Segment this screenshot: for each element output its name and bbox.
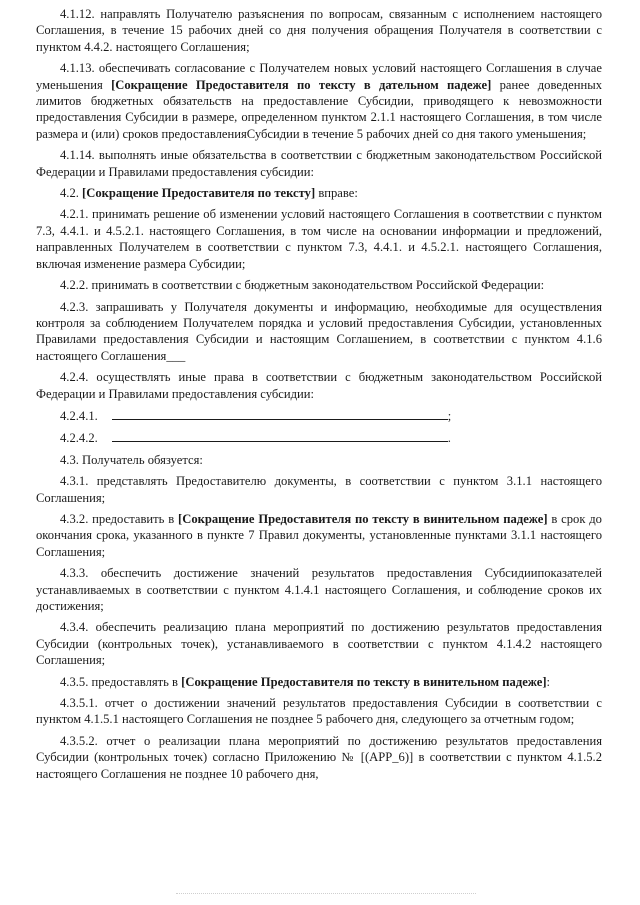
clause-4-1-13 <box>36 60 602 142</box>
clause-text: : <box>546 674 551 689</box>
clause-label: 4.2.4.2. <box>60 431 98 446</box>
blank-fill-line <box>112 407 448 420</box>
clause-4-2-3: 4.2.3. запрашивать у Получателя документы и информацию, необходимые для осуществления контроля за соблюдением Получателем порядка и условий предоставления Субсидии, установленных Правилами предоставления Субсидии и настоящим Соглашением, в соответствии с пунктом 4.1.6 настоящего Соглашения___ <box>36 299 602 363</box>
clause-4-3-5 <box>36 674 602 690</box>
clause-text: 4.3.5. предоставлять в <box>60 674 182 689</box>
clause-end: . <box>447 431 451 446</box>
clause-label: 4.2.4.1. <box>60 408 98 423</box>
clause-4-1-14: 4.1.14. выполнять иные обязательства в соответствии с бюджетным законодательством Российской Федерации и Правилами предоставления субсидии: <box>36 148 602 179</box>
clause-4-2-4-1 <box>36 407 602 424</box>
clause-4-2-2: 4.2.2. принимать в соответствии с бюджетным законодательством Российской Федерации: <box>60 278 545 293</box>
clause-text: 4.2. <box>60 186 83 201</box>
clause-4-3-3: 4.3.3. обеспечить достижение значений результатов предоставления Субсидиипоказателей устанавливаемых в соответствии с пунктом 4.1.4.1 настоящего Соглашения, и соблюдение сроков их достижения; <box>36 566 602 613</box>
clause-4-2-4-2 <box>36 429 602 446</box>
blank-fill-line <box>112 429 448 442</box>
placeholder-bold: [Сокращение Предоставителя по тексту в дательном падеже] <box>111 77 492 92</box>
clause-text: 4.3.2. предоставить в <box>60 511 179 526</box>
clause-end: ; <box>447 408 452 423</box>
clause-text: в срок до окончания срока, указанного в пункте 7 Правил документы, установленные пунктами 3.1.1 настоящего Соглашения; <box>36 511 602 559</box>
clause-text: 4.1.13. обеспечивать согласование с Получателем новых условий настоящего Соглашения в случае уменьшения <box>36 61 602 92</box>
clause-4-2-4: 4.2.4. осуществлять иные права в соответствии с бюджетным законодательством Российской Федерации и Правилами предоставления субсидии: <box>36 370 602 401</box>
clause-4-3-5-2: 4.3.5.2. отчет о реализации плана мероприятий по достижению результатов предоставления Субсидии (контрольных точек) согласно Приложению № [(APP_6)] в соответствии с пунктом 4.1.5.2 настоящего Соглашения не позднее 10 рабочего дня, <box>36 733 602 781</box>
scan-artifact <box>176 893 476 895</box>
clause-4-2-1: 4.2.1. принимать решение об изменении условий настоящего Соглашения в соответствии с пунктом 7.3, 4.4.1. и 4.5.2.1. настоящего Соглашения, в том числе на основании информации и предложений, направленных Получателем в соответствии с пунктом 7.3, 4.4.1. и 4.5.2.1. настоящего Соглашения, включая изменение размера Субсидии; <box>36 207 602 271</box>
placeholder-bold: [Сокращение Предоставителя по тексту в винительном падеже] <box>178 511 548 526</box>
placeholder-bold: [Сокращение Предоставителя по тексту] <box>82 186 316 201</box>
clause-4-3-4: 4.3.4. обеспечить реализацию плана мероприятий по достижению результатов предоставления Субсидии (контрольных точек), устанавливаемого в соответствии с пунктом 4.1.4.2 настоящего Соглашения; <box>36 620 602 668</box>
placeholder-bold: [Сокращение Предоставителя по тексту в винительном падеже] <box>181 674 547 689</box>
clause-4-3-2 <box>36 511 602 560</box>
clause-text: вправе: <box>315 186 358 201</box>
clause-4-3-5-1: 4.3.5.1. отчет о достижении значений результатов предоставления Субсидии в соответствии с пунктом 4.1.5.1 настоящего Соглашения не позднее 5 рабочего дня, следующего за отчетным годом; <box>36 696 602 727</box>
clause-4-1-12: 4.1.12. направлять Получателю разъяснения по вопросам, связанным с исполнением настоящего Соглашения, в течение 15 рабочих дней со дня получения обращения Получателя в соответствии с пунктом 4.4.2. настоящего Соглашения; <box>36 7 602 54</box>
document-page <box>36 6 602 787</box>
clause-4-3-1: 4.3.1. представлять Предоставителю документы, в соответствии с пунктом 3.1.1 настоящего Соглашения; <box>36 474 602 505</box>
clause-4-3: 4.3. Получатель обязуется: <box>60 452 203 467</box>
clause-text: ранее доведенных лимитов бюджетных обязательств на предоставление Субсидии, приводящего к невозможности предоставления Субсидии в размере, определенном пунктом 2.1.1 настоящего Соглашения, в том числе размера и (или) сроков предоставленияСубсидии в течение 5 рабочих дней со дня такого уменьшения; <box>36 77 602 141</box>
clause-4-2 <box>36 185 602 201</box>
